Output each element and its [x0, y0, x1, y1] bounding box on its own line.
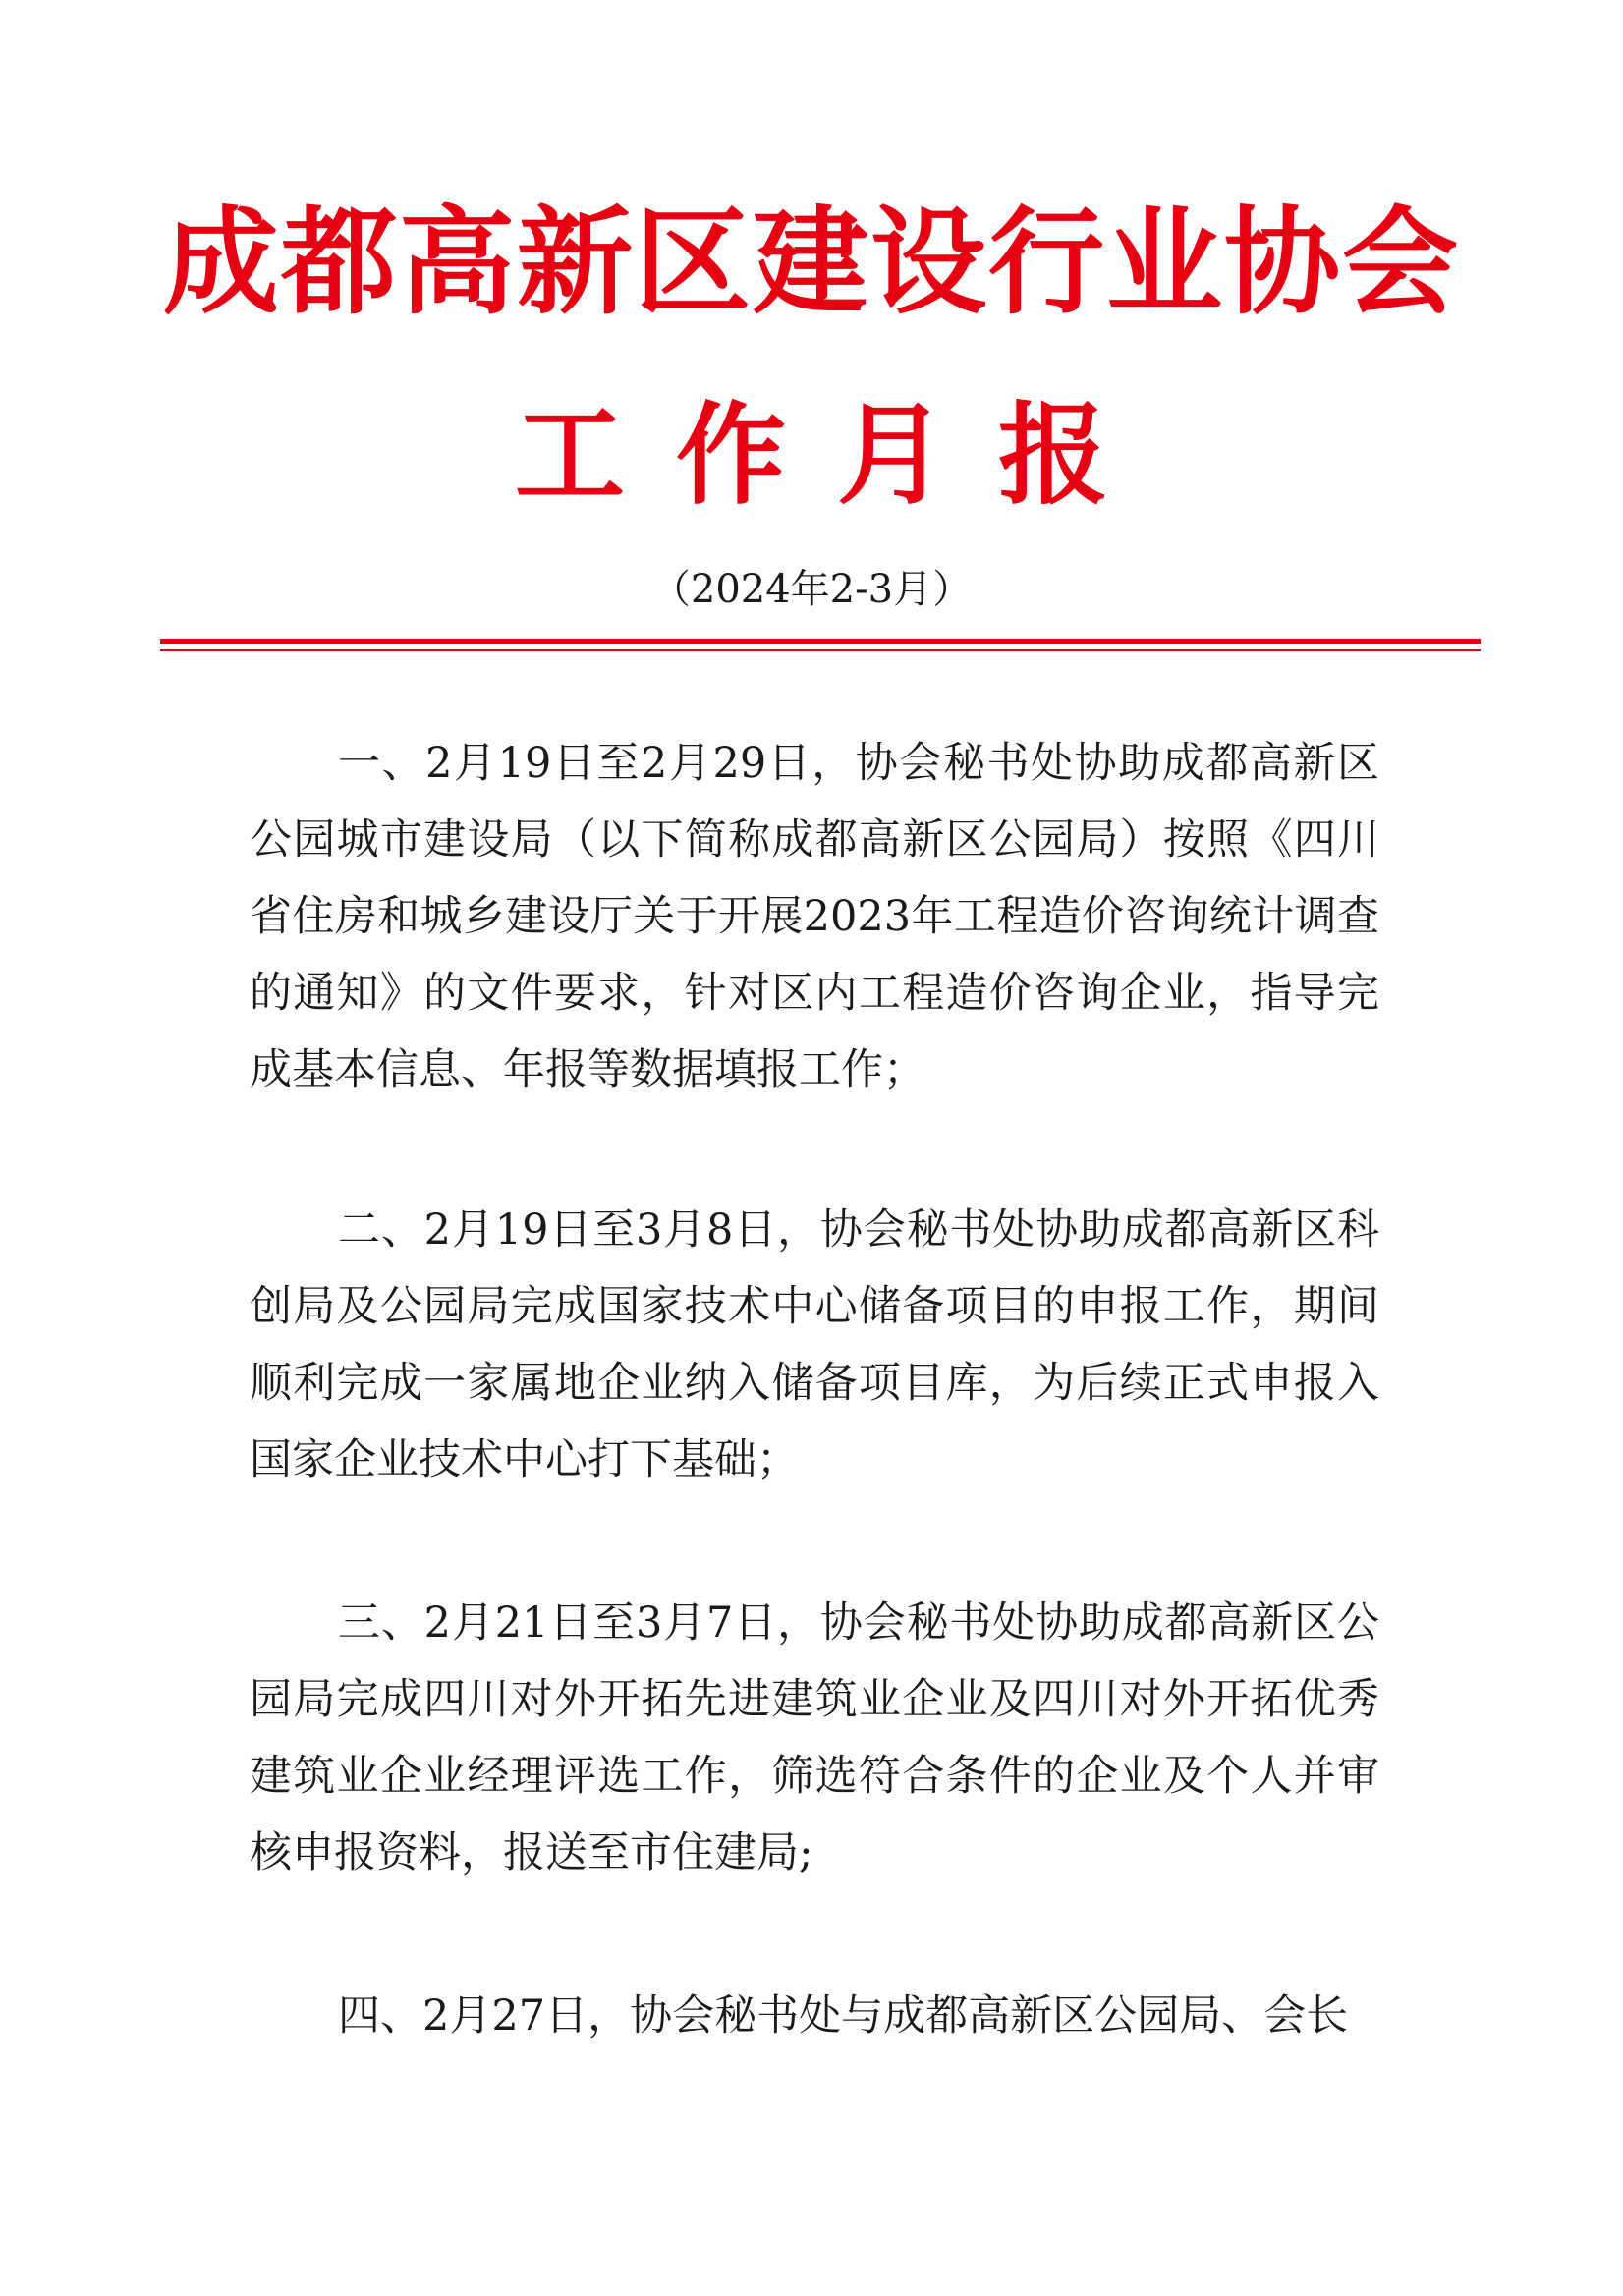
- paragraph-item-4: 四、2月27日，协会秘书处与成都高新区公园局、会长: [338, 1991, 1349, 2041]
- report-period: （2024年2-3月）: [650, 567, 973, 612]
- report-title: 工作月报: [515, 392, 1159, 520]
- organization-title: 成都高新区建设行业协会: [162, 195, 1460, 330]
- paragraph-item-1: 一、2月19日至2月29日，协会秘书处协助成都高新区公园城市建设局（以下简称成都高新区公园局）按照《四川省住房和城乡建设厅关于开展2023年工程造价咨询统计调查的通知》的文件要求，针对区内工程造价咨询企业，指导完成基本信息、年报等数据填报工作；: [250, 739, 1379, 1094]
- paragraph-item-2: 二、2月19日至3月8日，协会秘书处协助成都高新区科创局及公园局完成国家技术中心储备项目的申报工作，期间顺利完成一家属地企业纳入储备项目库，为后续正式申报入国家企业技术中心打下基础；: [250, 1205, 1379, 1484]
- paragraph-item-3: 三、2月21日至3月7日，协会秘书处协助成都高新区公园局完成四川对外开拓先进建筑业企业及四川对外开拓优秀建筑业企业经理评选工作，筛选符合条件的企业及个人并审核申报资料，报送至市住建局;: [250, 1598, 1379, 1877]
- header-divider-thin: [160, 649, 1481, 651]
- header-divider-thick: [160, 639, 1481, 644]
